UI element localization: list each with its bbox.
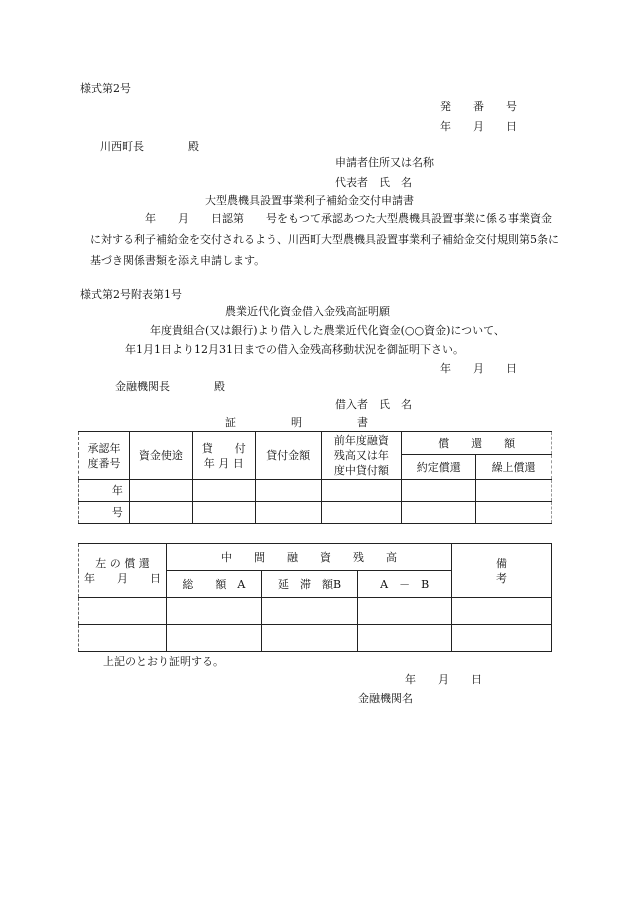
- table-row: [79, 598, 552, 625]
- header-fund-use: 資金使途: [129, 432, 192, 480]
- header-overdue-b: 延 滞 額B: [261, 571, 358, 598]
- application-body: 年 月 日認第 号をもつて承認あつた大型農機具設置事業に係る事業資金に対する利子補給金を交付されるよう、川西町大型農機具設置事業利子補給金交付規則第5条に基づき関係書類を添え申請します。: [90, 212, 559, 267]
- balance-table: [78, 543, 595, 652]
- form-label: 様式第2号: [80, 82, 131, 95]
- application-title: 大型農機具設置事業利子補給金交付申請書: [205, 194, 414, 207]
- document-number: 発 番 号: [440, 100, 517, 113]
- row-label-number: 号: [79, 502, 130, 524]
- header-approval-number: 承認年 度番号: [79, 432, 130, 480]
- header-scheduled-repayment: 約定償還: [402, 455, 476, 480]
- header-early-repayment: 繰上償還: [476, 455, 552, 480]
- borrower-name: 借入者 氏 名: [335, 398, 412, 411]
- application-date: 年 月 日: [440, 120, 517, 133]
- row-label-year: 年: [79, 480, 130, 502]
- header-remarks: 備 考: [451, 544, 551, 598]
- addressee: 川西町長 殿: [100, 140, 199, 153]
- request-line-1: 年度貴組合(又は銀行)より借入した農業近代化資金(○○資金)について、: [150, 324, 505, 337]
- header-total-a: 総 額 A: [166, 571, 261, 598]
- header-repayment: 償 還 額: [402, 432, 552, 455]
- header-previous-balance: 前年度融資 残高又は年 度中貸付額: [321, 432, 402, 480]
- loan-table: [78, 431, 552, 524]
- certificate-heading: 証 明 書: [225, 416, 368, 429]
- institution-name: 金融機関名: [358, 692, 413, 705]
- header-loan-amount: 貸付金額: [255, 432, 321, 480]
- applicant-address: 申請者住所又は名称: [335, 156, 434, 169]
- table-row: [79, 502, 552, 524]
- header-repayment-date: 左 の 償 還 年 月 日: [79, 544, 167, 598]
- table-row: [79, 480, 552, 502]
- header-loan-date: 貸 付 年 月 日: [192, 432, 255, 480]
- request-date: 年 月 日: [440, 362, 517, 375]
- applicant-representative: 代表者 氏 名: [335, 176, 412, 189]
- header-a-minus-b: A － B: [358, 571, 452, 598]
- header-interim-balance: 中 間 融 資 残 高: [166, 544, 451, 571]
- attached-form-label: 様式第2号附表第1号: [80, 288, 182, 301]
- certificate-request-title: 農業近代化資金借入金残高証明願: [225, 305, 390, 318]
- certify-date: 年 月 日: [405, 673, 482, 686]
- table-row: [79, 625, 552, 652]
- certify-text: 上記のとおり証明する。: [103, 655, 224, 668]
- request-line-2: 年1月1日より12月31日までの借入金残高移動状況を御証明下さい。: [125, 343, 464, 356]
- institution-addressee: 金融機関長 殿: [115, 380, 225, 393]
